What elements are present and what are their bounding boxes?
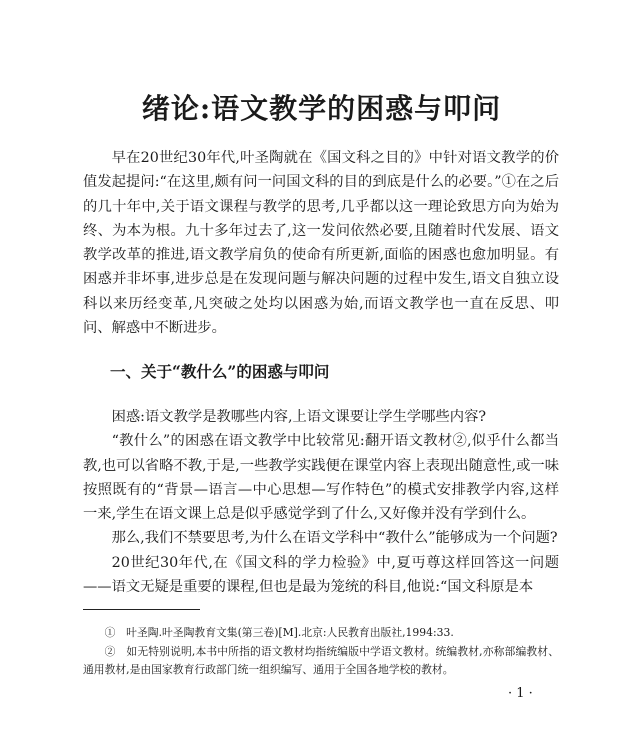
body-paragraph: 那么,我们不禁要思考,为什么在语文学科中“教什么”能够成为一个问题?	[111, 530, 558, 547]
page-number: · 1 ·	[508, 686, 533, 701]
section-heading: 一、关于“教什么”的困惑与叩问	[110, 362, 330, 381]
body-paragraph: 20世纪30年代,在《国文科的学力检验》中,夏丏尊这样回答这一问题——语文无疑是重要的课程,但也是最为笼统的科目,他说:“国文科原是本	[83, 554, 559, 596]
footnote: ② 如无特别说明,本书中所指的语文教材均指统编版中学语文教材。统编教材,亦称部编教材、通用教材,是由国家教育行政部门统一组织编写、通用于全国各地学校的教材。	[83, 644, 559, 676]
chapter-title: 绪论:语文教学的困惑与叩问	[141, 91, 502, 125]
footnote: ① 叶圣陶.叶圣陶教育文集(第三卷)[M].北京:人民教育出版社,1994:33.	[104, 626, 454, 639]
intro-paragraph: 早在20世纪30年代,叶圣陶就在《国文科之目的》中针对语文教学的价值发起提问:“在这里,颇有问一问国文科的目的到底是什么的必要。”①在之后的几十年中,关于语文课程与教学的思考,几乎都以这一理论致思方向为始为终、为本为根。九十多年过去了,这一发问依然必要,且随着时代发展、语文教学改革的推进,语文教学肩负的使命有所更新,面临的困惑也愈加明显。有困惑并非坏事,进步总是在发现问题与解决问题的过程中发生,语文自独立设科以来历经变革,凡突破之处均以困惑为始,而语文教学也一直在反思、叩问、解惑中不断进步。	[83, 150, 559, 337]
body-paragraph: “教什么”的困惑在语文教学中比较常见:翻开语文教材②,似乎什么都当教,也可以省略不教,于是,一些教学实践便在课堂内容上表现出随意性,或一味按照既有的“背景—语言—中心思想—写作特色”的模式安排教学内容,这样一来,学生在语文课上总是似乎感觉学到了什么,又好像并没有学到什么。	[83, 433, 559, 523]
footnotes	[83, 624, 559, 680]
footnote-divider	[83, 609, 200, 610]
section-body	[83, 405, 559, 599]
body-paragraph: 困惑:语文教学是教哪些内容,上语文课要让学生学哪些内容?	[111, 409, 487, 425]
intro-section	[83, 146, 559, 340]
